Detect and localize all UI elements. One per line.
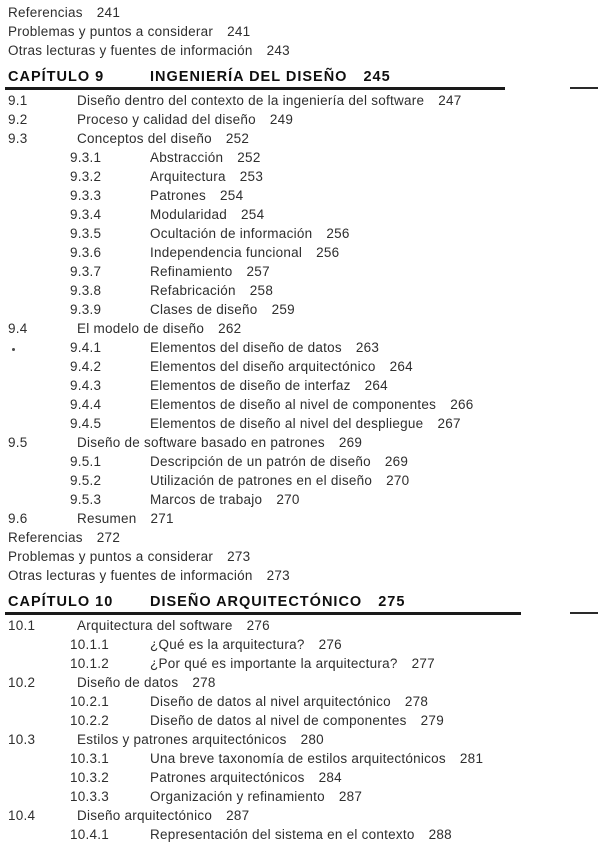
section-number: 9.3.8 [70, 283, 102, 298]
toc-entry [8, 131, 600, 150]
section-title: Utilización de patrones en el diseño [150, 473, 373, 488]
section-title: Problemas y puntos a considerar [8, 549, 214, 564]
toc-entry [8, 751, 600, 770]
section-number: 9.3.9 [70, 302, 102, 317]
section-title: Diseño arquitectónico [77, 808, 213, 823]
toc-entry [8, 568, 600, 587]
section-number: 9.5 [8, 435, 28, 450]
toc-entry [8, 492, 600, 511]
section-title: Resumen [77, 511, 137, 526]
page-number: 269 [384, 454, 409, 469]
page-number: 262 [218, 321, 242, 336]
page-number: 281 [459, 751, 484, 766]
section-title: Marcos de trabajo [150, 492, 263, 507]
section-number: 10.3.3 [70, 789, 110, 804]
section-number: 10.4 [8, 808, 36, 823]
section-title: Estilos y patrones arquitectónicos [77, 732, 287, 747]
section-title: Una breve taxonomía de estilos arquitectónicos [150, 751, 446, 766]
section-number: 10.2.1 [70, 694, 110, 709]
toc-entry [8, 530, 600, 549]
page-number: 276 [246, 618, 270, 633]
section-title: ¿Por qué es importante la arquitectura? [150, 656, 398, 671]
toc-entry [8, 93, 600, 112]
toc-entry [8, 694, 600, 713]
page-number: 259 [271, 302, 295, 317]
page-number: 280 [300, 732, 324, 747]
section-title: Diseño de software basado en patrones [77, 435, 325, 450]
toc-entry [8, 827, 600, 846]
section-title: Descripción de un patrón de diseño [150, 454, 371, 469]
section-title: Independencia funcional [150, 245, 303, 260]
section-number: 10.4.1 [70, 827, 110, 842]
section-title: Diseño de datos al nivel arquitectónico [150, 694, 391, 709]
page-number: 258 [249, 283, 274, 298]
section-title: Arquitectura [150, 169, 226, 184]
page-number: 254 [220, 188, 244, 203]
section-number: 9.1 [8, 93, 28, 108]
toc-entry [8, 789, 600, 808]
toc-entry [8, 637, 600, 656]
toc-entry [8, 675, 600, 694]
page-number: 276 [318, 637, 342, 652]
section-title: Diseño de datos [77, 675, 179, 690]
page-number: 264 [364, 378, 388, 393]
section-number: 9.3.4 [70, 207, 102, 222]
page-number: 256 [326, 226, 350, 241]
page-number: 288 [428, 827, 452, 842]
page-number: 287 [226, 808, 250, 823]
section-number: 9.3 [8, 131, 28, 146]
section-number: 10.2 [8, 675, 36, 690]
toc-entry [8, 5, 600, 24]
section-number: 10.1 [8, 618, 36, 633]
section-number: 9.4.5 [70, 416, 102, 431]
page-number: 253 [239, 169, 264, 184]
section-number: 9.6 [8, 511, 28, 526]
page-number: 256 [316, 245, 340, 260]
section-title: Referencias [8, 5, 83, 20]
section-number: 9.5.3 [70, 492, 102, 507]
section-title: Diseño dentro del contexto de la ingeniería del software [77, 93, 425, 108]
section-number: 9.3.3 [70, 188, 102, 203]
section-number: 9.5.1 [70, 454, 102, 469]
page-number: 284 [318, 770, 342, 785]
toc-entry [8, 435, 600, 454]
section-title: Conceptos del diseño [77, 131, 212, 146]
section-number: 10.3.2 [70, 770, 110, 785]
page-number: 287 [338, 789, 363, 804]
toc-entry [8, 397, 600, 416]
section-number: 9.4 [8, 321, 28, 336]
toc-entry [8, 416, 600, 435]
section-number: 9.4.4 [70, 397, 102, 412]
toc-entry [8, 770, 600, 789]
section-title: Abstracción [150, 150, 224, 165]
section-title: Diseño de datos al nivel de componentes [150, 713, 407, 728]
page-number: 254 [241, 207, 265, 222]
section-title: Elementos del diseño arquitectónico [150, 359, 376, 374]
toc-entry [8, 713, 600, 732]
toc-entry [8, 226, 600, 245]
section-title: Ocultación de información [150, 226, 313, 241]
chapter-heading [8, 594, 600, 615]
page-number: 267 [437, 416, 461, 431]
page-number: 249 [269, 112, 294, 127]
page-number: 241 [227, 24, 251, 39]
toc-entry [8, 283, 600, 302]
section-number: 9.3.7 [70, 264, 102, 279]
toc-entry [8, 169, 600, 188]
section-title: Representación del sistema en el contexto [150, 827, 415, 842]
toc-entry [8, 378, 600, 397]
section-title: El modelo de diseño [77, 321, 205, 336]
section-number: 9.3.2 [70, 169, 102, 184]
chapter-page-number: 275 [378, 594, 406, 610]
page-number: 243 [266, 43, 290, 58]
page-number: 270 [276, 492, 300, 507]
toc-entry [8, 618, 600, 637]
page-number: 279 [420, 713, 444, 728]
section-title: Arquitectura del software [77, 618, 233, 633]
section-number: 9.4.2 [70, 359, 102, 374]
section-title: Patrones [150, 188, 207, 203]
section-title: Elementos de diseño al nivel de componentes [150, 397, 437, 412]
toc-entry [8, 656, 600, 675]
page-number: 271 [150, 511, 174, 526]
chapter-heading [8, 69, 600, 90]
chapter-title: INGENIERÍA DEL DISEÑO [150, 69, 348, 85]
page-number: 273 [227, 549, 251, 564]
toc-entry [8, 359, 600, 378]
heading-rule-end [570, 87, 598, 89]
toc-entry [8, 321, 600, 340]
section-title: Proceso y calidad del diseño [77, 112, 256, 127]
section-title: Problemas y puntos a considerar [8, 24, 214, 39]
section-title: Elementos del diseño de datos [150, 340, 342, 355]
section-number: 9.3.5 [70, 226, 102, 241]
section-title: Patrones arquitectónicos [150, 770, 305, 785]
page-number: 269 [338, 435, 363, 450]
section-number: 10.3 [8, 732, 36, 747]
chapter-number: CAPÍTULO 10 [8, 594, 114, 610]
page-number: 278 [404, 694, 429, 709]
section-title: Otras lecturas y fuentes de información [8, 43, 253, 58]
toc-entry [8, 473, 600, 492]
chapter-number: CAPÍTULO 9 [8, 69, 105, 85]
toc-list [8, 5, 600, 846]
toc-entry [8, 454, 600, 473]
page-number: 272 [96, 530, 121, 545]
section-title: Clases de diseño [150, 302, 258, 317]
page-number: 270 [386, 473, 410, 488]
page-number: 263 [355, 340, 380, 355]
section-title: ¿Qué es la arquitectura? [150, 637, 305, 652]
chapter-page-number: 245 [363, 69, 391, 85]
toc-entry [8, 732, 600, 751]
toc-entry [8, 245, 600, 264]
toc-entry [8, 340, 600, 359]
section-number: 9.4.1 [70, 340, 102, 355]
toc-entry [8, 207, 600, 226]
section-number: 10.1.1 [70, 637, 110, 652]
toc-entry [8, 549, 600, 568]
section-number: 9.4.3 [70, 378, 102, 393]
page-number: 252 [237, 150, 261, 165]
page-number: 247 [438, 93, 462, 108]
toc-entry [8, 112, 600, 131]
section-number: 10.3.1 [70, 751, 110, 766]
section-number: 9.3.6 [70, 245, 102, 260]
section-title: Otras lecturas y fuentes de información [8, 568, 253, 583]
section-number: 9.3.1 [70, 150, 102, 165]
heading-rule [5, 87, 505, 90]
section-number: 9.2 [8, 112, 28, 127]
section-number: 10.1.2 [70, 656, 110, 671]
toc-entry [8, 43, 600, 62]
page-number: 266 [450, 397, 474, 412]
section-title: Refabricación [150, 283, 236, 298]
page-number: 257 [246, 264, 270, 279]
section-title: Elementos de diseño de interfaz [150, 378, 351, 393]
page-number: 278 [192, 675, 216, 690]
toc-entry [8, 150, 600, 169]
toc-entry [8, 264, 600, 283]
page-number: 277 [411, 656, 435, 671]
toc-entry [8, 302, 600, 321]
page-number: 264 [389, 359, 413, 374]
section-title: Modularidad [150, 207, 228, 222]
section-title: Elementos de diseño al nivel del despliegue [150, 416, 424, 431]
toc-entry [8, 24, 600, 43]
chapter-title: DISEÑO ARQUITECTÓNICO [150, 594, 363, 610]
section-number: 10.2.2 [70, 713, 110, 728]
stray-mark [12, 348, 15, 351]
toc-entry [8, 511, 600, 530]
page-number: 252 [225, 131, 250, 146]
heading-rule-end [570, 612, 598, 614]
section-title: Refinamiento [150, 264, 233, 279]
section-number: 9.5.2 [70, 473, 102, 488]
section-title: Organización y refinamiento [150, 789, 325, 804]
toc-entry [8, 808, 600, 827]
heading-rule [5, 612, 521, 615]
page-number: 241 [96, 5, 121, 20]
toc-entry [8, 188, 600, 207]
section-title: Referencias [8, 530, 83, 545]
page-number: 273 [266, 568, 290, 583]
